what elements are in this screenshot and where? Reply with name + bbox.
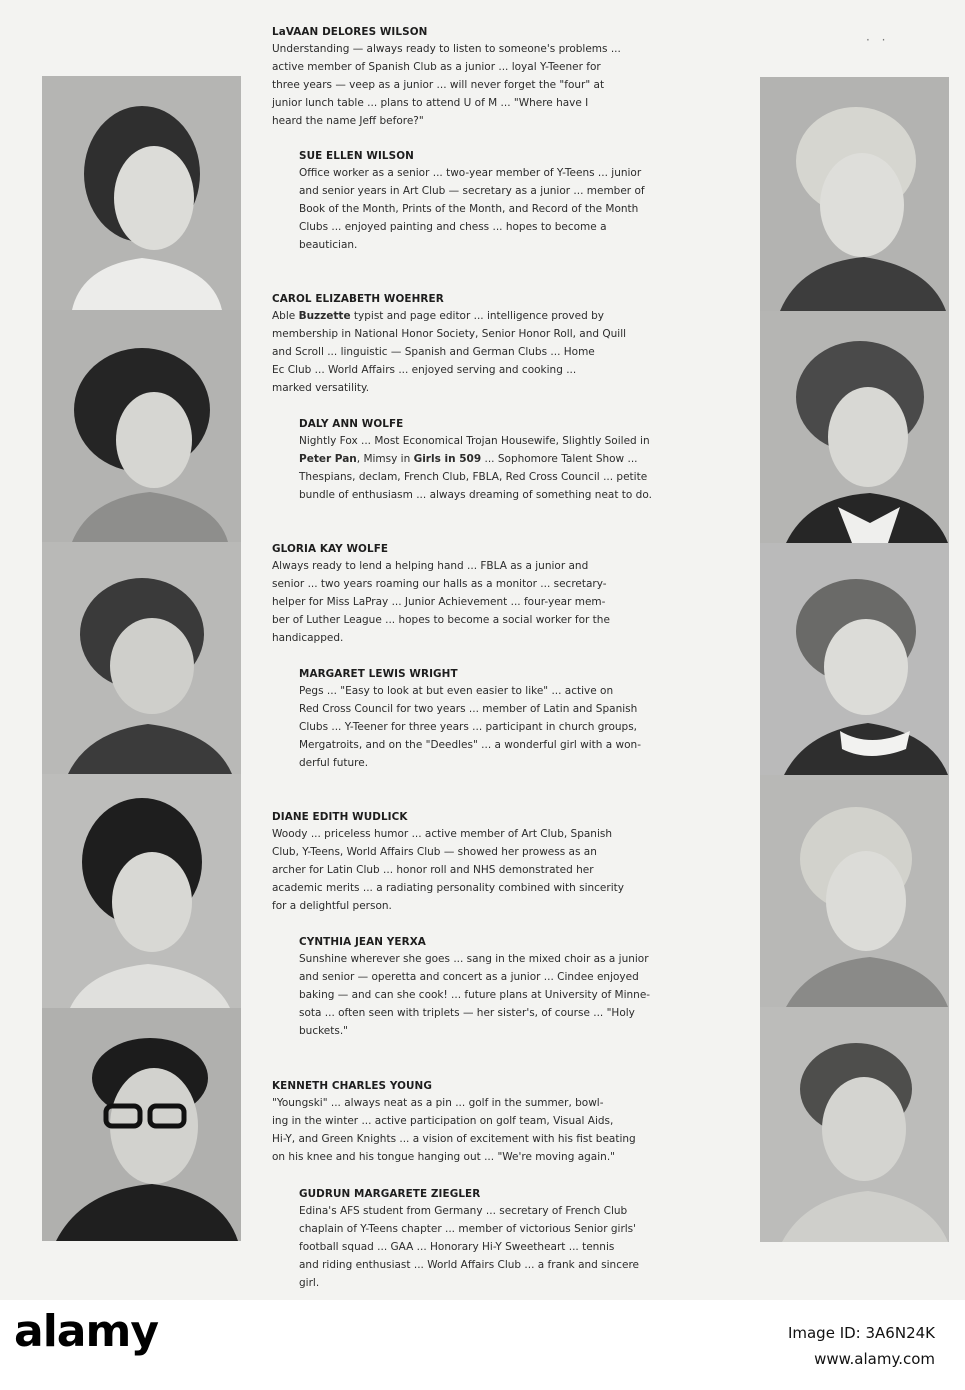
portrait-photo: [42, 76, 241, 310]
student-bio: Pegs ... "Easy to look at but even easier to like" ... active on Red Cross Council for two years ... member of Latin and Spanish Clubs ... Y-Teener for three years ... participant in church groups, Mergatroits, and on the "Deedles" ... a wonderful girl with a won- derful future.: [299, 685, 641, 770]
portrait-photo: [42, 1008, 241, 1241]
portrait-silhouette: [760, 1007, 949, 1242]
portrait-silhouette: [760, 77, 949, 311]
corner-dots: · ·: [866, 33, 890, 47]
senior-entry: [299, 1188, 719, 1292]
senior-entry: [272, 811, 692, 915]
portrait-silhouette: [760, 543, 949, 775]
student-name: SUE ELLEN WILSON: [299, 150, 414, 162]
student-bio: Sunshine wherever she goes ... sang in the mixed choir as a junior and senior — operetta and concert as a junior ... Cindee enjoyed baking — and can she cook! ... future plans at University of Minne- sota ... often seen with triplets — her sister's, of course ... "Holy buckets.": [299, 953, 651, 1038]
senior-entry: [299, 418, 719, 504]
portrait-silhouette: [760, 311, 949, 543]
portrait-photo: [760, 775, 949, 1007]
portrait-photo: [760, 543, 949, 775]
portrait-silhouette: [42, 76, 241, 310]
portrait-silhouette: [42, 1008, 241, 1241]
student-name: MARGARET LEWIS WRIGHT: [299, 668, 458, 680]
senior-entry: [299, 150, 719, 254]
alamy-logo: alamy: [14, 1306, 158, 1357]
portrait-silhouette: [42, 774, 241, 1008]
portrait-silhouette: [42, 310, 241, 542]
senior-entry: [272, 543, 692, 647]
student-name: CYNTHIA JEAN YERXA: [299, 936, 426, 948]
portrait-photo: [760, 77, 949, 311]
student-bio: Woody ... priceless humor ... active member of Art Club, Spanish Club, Y-Teens, World Affairs Club — showed her prowess as an archer for Latin Club ... honor roll and NHS demonstrated her academic merits ... a radiating personality combined with sincerity for a delightful person.: [272, 828, 624, 913]
site-link[interactable]: www.alamy.com: [814, 1350, 935, 1368]
portrait-photo: [42, 542, 241, 774]
student-bio: Able Buzzette typist and page editor ... intelligence proved by membership in National Honor Society, Senior Honor Roll, and Quill and Scroll ... linguistic — Spanish and German Clubs ... Home Ec Club ... World Affairs ... enjoyed serving and cooking ... marked versatility.: [272, 310, 627, 395]
student-name: DIANE EDITH WUDLICK: [272, 811, 408, 823]
senior-entry: [272, 26, 690, 130]
portrait-photo: [760, 311, 949, 543]
portrait-photo: [42, 774, 241, 1008]
senior-entry: [272, 293, 692, 397]
senior-entry: [299, 668, 719, 772]
student-name: GLORIA KAY WOLFE: [272, 543, 389, 555]
student-bio: "Youngski" ... always neat as a pin ... golf in the summer, bowl- ing in the winter ... active participation on golf team, Visual Aids, Hi-Y, and Green Knights ... a vision of excitement with his fist beating on his knee and his tongue hanging out ... "We're moving again.": [272, 1097, 636, 1164]
student-bio: Nightly Fox ... Most Economical Trojan Housewife, Slightly Soiled in Peter Pan, Mimsy in Girls in 509 ... Sophomore Talent Show ... Thespians, declam, French Club, FBLA, Red Cross Council ... petite bundle of enthusiasm ... always dreaming of something neat to do.: [299, 435, 652, 502]
portrait-photo: [42, 310, 241, 542]
portrait-silhouette: [760, 775, 949, 1007]
portrait-silhouette: [42, 542, 241, 774]
student-name: LaVAAN DELORES WILSON: [272, 26, 428, 38]
student-name: CAROL ELIZABETH WOEHRER: [272, 293, 444, 305]
student-bio: Understanding — always ready to listen to someone's problems ... active member of Spanish Club as a junior ... loyal Y-Teener for three years — veep as a junior ... will never forget the "four" at junior lunch table ... plans to attend U of M ... "Where have I heard the name Jeff before?": [272, 43, 621, 128]
senior-entry: [272, 1080, 692, 1166]
student-bio: Office worker as a senior ... two-year member of Y-Teens ... junior and senior years in Art Club — secretary as a junior ... member of Book of the Month, Prints of the Month, and Record of the Month Clubs ... enjoyed painting and chess ... hopes to become a beautician.: [299, 167, 645, 252]
image-id: Image ID: 3A6N24K: [787, 1324, 935, 1342]
student-bio: Always ready to lend a helping hand ... FBLA as a junior and senior ... two years roaming our halls as a monitor ... secretary- helper for Miss LaPray ... Junior Achievement ... four-year mem- ber of Luther League ... hopes to become a social worker for the handicapped.: [272, 560, 610, 645]
portrait-photo: [760, 1007, 949, 1242]
footer-info: [788, 1320, 935, 1372]
student-name: KENNETH CHARLES YOUNG: [272, 1080, 432, 1092]
senior-entry: [299, 936, 719, 1040]
student-bio: Edina's AFS student from Germany ... secretary of French Club chaplain of Y-Teens chapter ... member of victorious Senior girls' football squad ... GAA ... Honorary Hi-Y Sweetheart ... tennis and riding enthusiast ... World Affairs Club ... a frank and sincere girl.: [299, 1205, 639, 1290]
student-name: GUDRUN MARGARETE ZIEGLER: [299, 1188, 481, 1200]
student-name: DALY ANN WOLFE: [299, 418, 404, 430]
